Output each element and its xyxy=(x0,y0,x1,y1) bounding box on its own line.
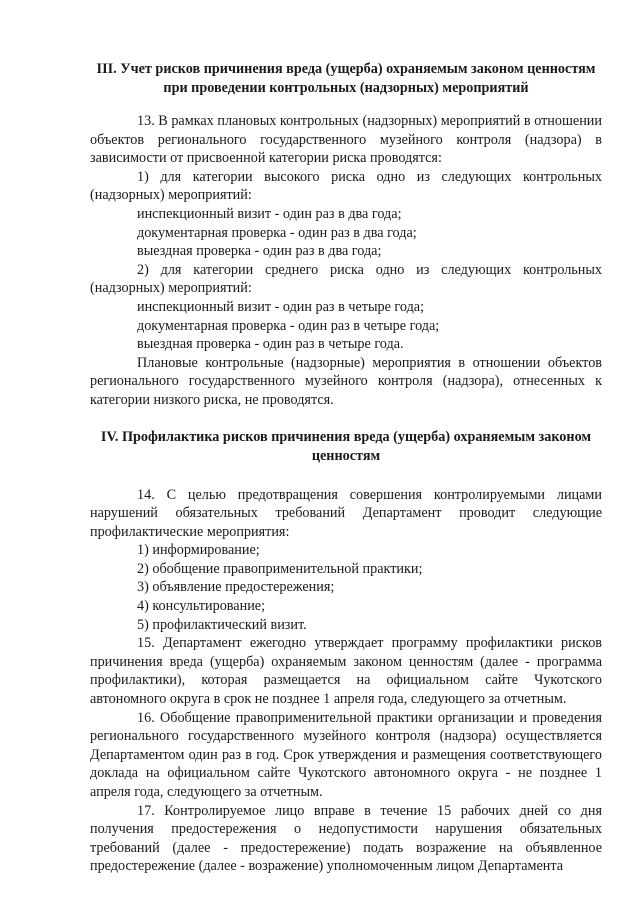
mid-risk-clause: 2) для категории среднего риска одно из следующих контрольных (надзорных) мероприятий: xyxy=(90,261,602,297)
mid-risk-item: выездная проверка - один раз в четыре года. xyxy=(137,336,404,353)
section-3-heading: III. Учет рисков причинения вреда (ущерба) охраняемым законом ценностям при проведении контрольных (надзорных) мероприятий xyxy=(96,61,596,96)
prevention-measure-item: 5) профилактический визит. xyxy=(137,616,307,633)
prevention-measure-item: 2) обобщение правоприменительной практики; xyxy=(137,560,423,577)
prevention-measure-item: 4) консультирование; xyxy=(137,598,266,615)
paragraph-16: 16. Обобщение правоприменительной практики организации и проведения регионального государственного музейного контроля (надзора) осуществляется Департаментом один раз в год. Срок утверждения и размещения соответствующего доклада на официальном сайте Чукотского автономного округа - не позднее 1 апреля года, следующего за отчетным. xyxy=(90,709,602,800)
section-4-heading: IV. Профилактика рисков причинения вреда (ущерба) охраняемым законом ценностям xyxy=(100,428,592,464)
high-risk-item: инспекционный визит - один раз в два года; xyxy=(137,205,402,222)
high-risk-item: выездная проверка - один раз в два года; xyxy=(137,243,382,260)
mid-risk-item: документарная проверка - один раз в четыре года; xyxy=(137,317,440,334)
paragraph-14: 14. С целью предотвращения совершения контролируемыми лицами нарушений обязательных требований Департамент проводит следующие профилактические мероприятия: xyxy=(90,486,602,540)
document-page xyxy=(90,60,602,876)
high-risk-clause: 1) для категории высокого риска одно из следующих контрольных (надзорных) мероприятий: xyxy=(90,168,602,204)
mid-risk-item: инспекционный визит - один раз в четыре года; xyxy=(137,298,425,315)
high-risk-item: документарная проверка - один раз в два года; xyxy=(137,224,417,241)
paragraph-15: 15. Департамент ежегодно утверждает программу профилактики рисков причинения вреда (ущерба) охраняемым законом ценностям (далее - программа профилактики), которая размещается на официальном сайте Чукотского автономного округа в срок не позднее 1 апреля года, следующего за отчетным. xyxy=(90,635,602,708)
paragraph-13: 13. В рамках плановых контрольных (надзорных) мероприятий в отношении объектов регионального государственного музейного контроля (надзора) в зависимости от присвоенной категории риска проводятся: xyxy=(90,113,602,167)
paragraph-17: 17. Контролируемое лицо вправе в течение 15 рабочих дней со дня получения предостережения о недопустимости нарушения обязательных требований (далее - предостережение) подать возражение на объявленное предостережение (далее - возражение) уполномоченным лицом Департамента xyxy=(90,802,602,875)
low-risk-paragraph: Плановые контрольные (надзорные) мероприятия в отношении объектов регионального государственного музейного контроля (надзора), отнесенных к категории низкого риска, не проводятся. xyxy=(90,354,602,408)
prevention-measure-item: 3) объявление предостережения; xyxy=(137,579,335,596)
prevention-measure-item: 1) информирование; xyxy=(137,542,260,559)
